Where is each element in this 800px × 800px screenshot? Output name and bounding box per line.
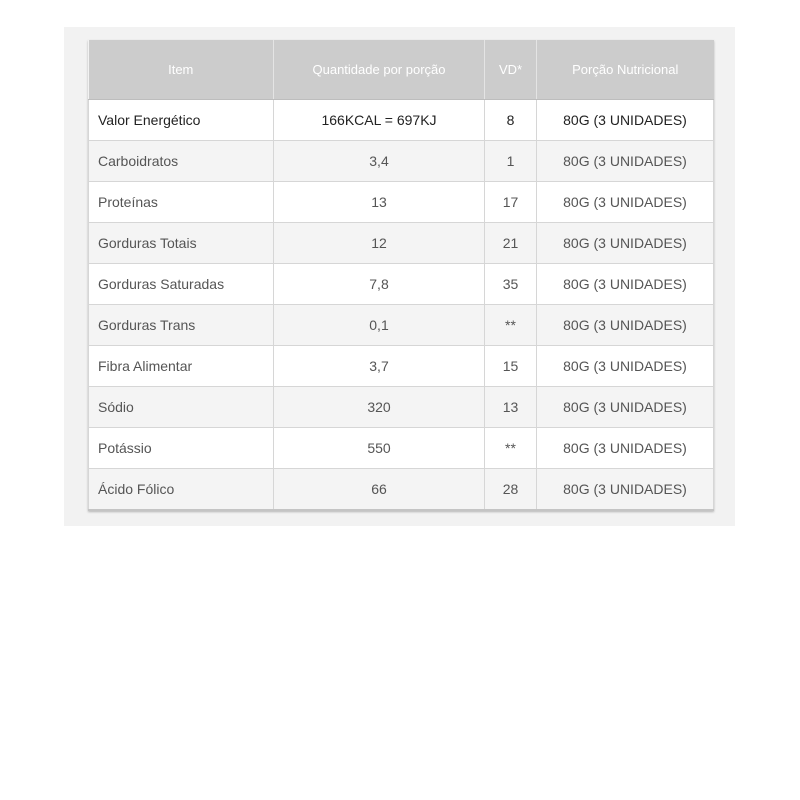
cell-item: Fibra Alimentar	[89, 346, 274, 387]
header-item: Item	[89, 40, 274, 100]
cell-item: Gorduras Saturadas	[89, 264, 274, 305]
cell-vd: 15	[485, 346, 537, 387]
table-row	[89, 387, 714, 428]
cell-vd: 1	[485, 141, 537, 182]
cell-vd: 21	[485, 223, 537, 264]
cell-portion: 80G (3 UNIDADES)	[537, 223, 714, 264]
cell-vd: 35	[485, 264, 537, 305]
cell-item: Proteínas	[89, 182, 274, 223]
cell-item: Gorduras Trans	[89, 305, 274, 346]
table-row	[89, 305, 714, 346]
cell-quantity: 550	[274, 428, 485, 469]
cell-quantity: 0,1	[274, 305, 485, 346]
nutrition-panel	[64, 27, 735, 526]
table-header	[89, 40, 714, 100]
cell-quantity: 13	[274, 182, 485, 223]
cell-quantity: 7,8	[274, 264, 485, 305]
cell-vd: 8	[485, 100, 537, 141]
cell-item: Gorduras Totais	[89, 223, 274, 264]
header-row	[89, 40, 714, 100]
header-quantity: Quantidade por porção	[274, 40, 485, 100]
cell-quantity: 66	[274, 469, 485, 511]
table-row	[89, 223, 714, 264]
cell-portion: 80G (3 UNIDADES)	[537, 264, 714, 305]
nutrition-table	[88, 40, 714, 511]
table-row	[89, 346, 714, 387]
cell-vd: 28	[485, 469, 537, 511]
cell-vd: 17	[485, 182, 537, 223]
cell-portion: 80G (3 UNIDADES)	[537, 305, 714, 346]
cell-quantity: 320	[274, 387, 485, 428]
table-row	[89, 428, 714, 469]
cell-item: Ácido Fólico	[89, 469, 274, 511]
table-row	[89, 100, 714, 141]
cell-portion: 80G (3 UNIDADES)	[537, 469, 714, 511]
cell-item: Carboidratos	[89, 141, 274, 182]
cell-portion: 80G (3 UNIDADES)	[537, 387, 714, 428]
table-row	[89, 264, 714, 305]
table-row	[89, 141, 714, 182]
cell-vd: **	[485, 305, 537, 346]
header-vd: VD*	[485, 40, 537, 100]
cell-vd: **	[485, 428, 537, 469]
table-body	[89, 100, 714, 511]
cell-portion: 80G (3 UNIDADES)	[537, 428, 714, 469]
cell-vd: 13	[485, 387, 537, 428]
cell-quantity: 3,7	[274, 346, 485, 387]
table-row	[89, 469, 714, 511]
cell-portion: 80G (3 UNIDADES)	[537, 100, 714, 141]
cell-quantity: 166KCAL = 697KJ	[274, 100, 485, 141]
cell-portion: 80G (3 UNIDADES)	[537, 346, 714, 387]
cell-quantity: 12	[274, 223, 485, 264]
table-row	[89, 182, 714, 223]
header-portion: Porção Nutricional	[537, 40, 714, 100]
cell-portion: 80G (3 UNIDADES)	[537, 141, 714, 182]
cell-item: Potássio	[89, 428, 274, 469]
cell-quantity: 3,4	[274, 141, 485, 182]
cell-portion: 80G (3 UNIDADES)	[537, 182, 714, 223]
cell-item: Valor Energético	[89, 100, 274, 141]
cell-item: Sódio	[89, 387, 274, 428]
